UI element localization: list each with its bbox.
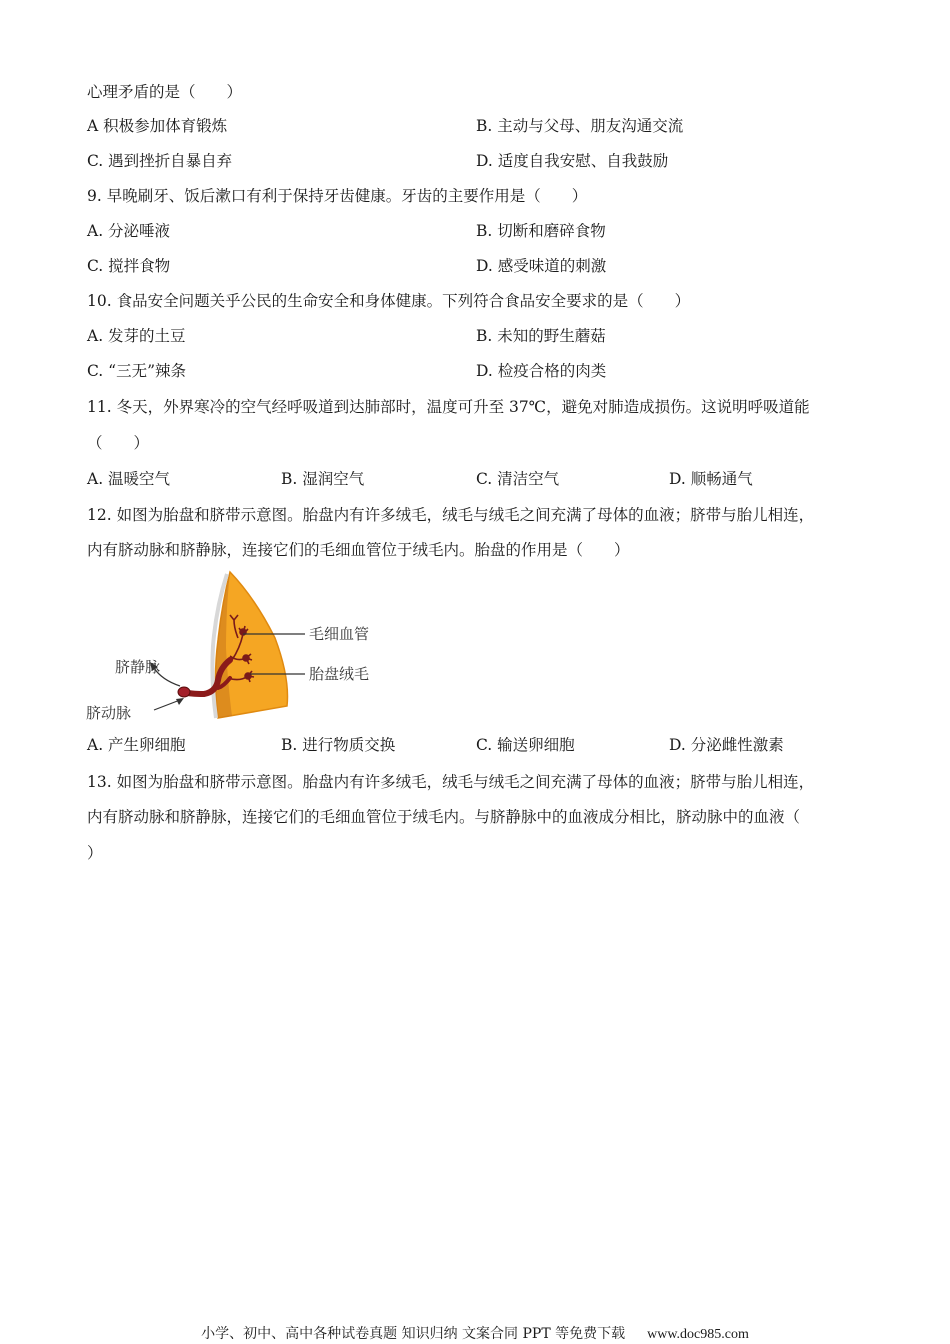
q8-option-d: D. 适度自我安慰、自我鼓励 — [476, 152, 669, 170]
label-umbilical-vein: 脐静脉 — [115, 658, 161, 676]
q10-option-c: C. “三无”辣条 — [87, 362, 187, 380]
q9-stem: 9. 早晚刷牙、饭后漱口有利于保持牙齿健康。牙齿的主要作用是（ ） — [87, 187, 588, 205]
q13-stem-line1: 13. 如图为胎盘和脐带示意图。胎盘内有许多绒毛，绒毛与绒毛之间充满了母体的血液；脐带与胎儿相连， — [87, 773, 815, 791]
q12-option-d: D. 分泌雌性激素 — [669, 736, 784, 754]
q9-option-c: C. 搅拌食物 — [87, 257, 171, 275]
footer-url[interactable]: www.doc985.com — [647, 1327, 749, 1342]
q8-option-b: B. 主动与父母、朋友沟通交流 — [476, 117, 684, 135]
label-placental-villi: 胎盘绒毛 — [309, 665, 370, 683]
q12-option-a: A. 产生卵细胞 — [87, 736, 186, 754]
q9-option-b: B. 切断和磨碎食物 — [476, 222, 606, 240]
q12-option-c: C. 输送卵细胞 — [476, 736, 575, 754]
q9-option-d: D. 感受味道的刺激 — [476, 257, 607, 275]
q13-stem-line2: 内有脐动脉和脐静脉，连接它们的毛细血管位于绒毛内。与脐静脉中的血液成分相比，脐动脉中的血液（ — [87, 808, 801, 826]
q12-stem-line2: 内有脐动脉和脐静脉，连接它们的毛细血管位于绒毛内。胎盘的作用是（ ） — [87, 541, 630, 559]
label-capillary: 毛细血管 — [309, 625, 370, 643]
q9-option-a: A. 分泌唾液 — [87, 222, 171, 240]
label-umbilical-artery: 脐动脉 — [86, 704, 132, 722]
q13-stem-line3: ） — [87, 844, 103, 862]
q11-stem-line1: 11. 冬天，外界寒冷的空气经呼吸道到达肺部时，温度可升至 37℃，避免对肺造成损伤。这说明呼吸道能 — [87, 398, 810, 416]
q8-option-c: C. 遇到挫折自暴自弃 — [87, 152, 233, 170]
q12-stem-line1: 12. 如图为胎盘和脐带示意图。胎盘内有许多绒毛，绒毛与绒毛之间充满了母体的血液；脐带与胎儿相连， — [87, 506, 815, 524]
q10-option-a: A. 发芽的土豆 — [87, 327, 186, 345]
q11-option-a: A. 温暖空气 — [87, 470, 171, 488]
q8-option-a: A 积极参加体育锻炼 — [87, 117, 228, 135]
footer-text: 小学、初中、高中各种试卷真题 知识归纳 文案合同 PPT 等免费下载 — [201, 1326, 626, 1342]
page-footer — [0, 1323, 950, 1343]
q12-option-b: B. 进行物质交换 — [281, 736, 396, 754]
cord-end — [178, 687, 190, 697]
q10-stem: 10. 食品安全问题关乎公民的生命安全和身体健康。下列符合食品安全要求的是（ ） — [87, 292, 691, 310]
q10-option-d: D. 检疫合格的肉类 — [476, 362, 607, 380]
q8-stem-tail: 心理矛盾的是（ ） — [87, 83, 243, 101]
q11-stem-line2: （ ） — [87, 434, 150, 452]
q11-option-b: B. 湿润空气 — [281, 470, 365, 488]
q10-option-b: B. 未知的野生蘑菇 — [476, 327, 606, 345]
q11-option-d: D. 顺畅通气 — [669, 470, 753, 488]
q11-option-c: C. 清洁空气 — [476, 470, 560, 488]
placenta-umbilical-cord-diagram — [80, 568, 400, 728]
